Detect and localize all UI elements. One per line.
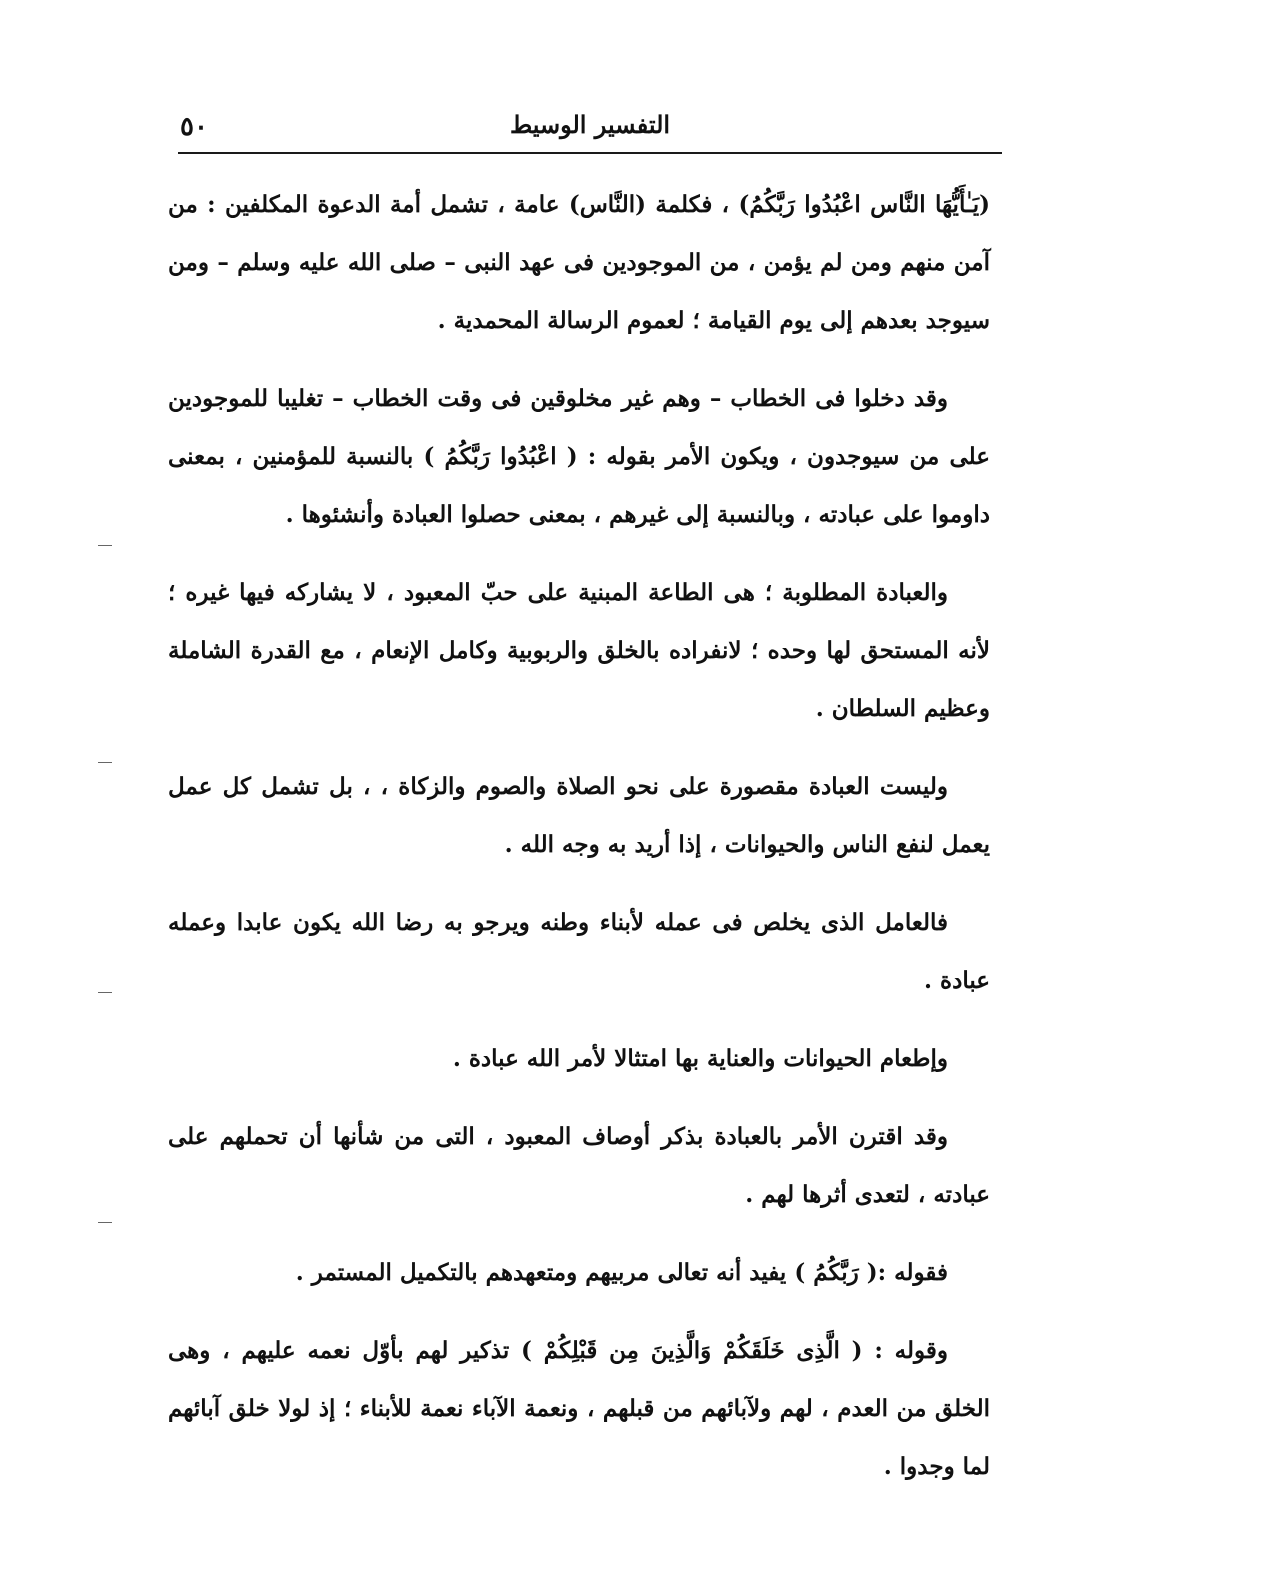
paragraph: فقوله :( رَبَّكُمُ ) يفيد أنه تعالى مربيهم ومتعهدهم بالتكميل المستمر . bbox=[295, 1259, 948, 1286]
scan-margin-mark bbox=[98, 992, 112, 993]
paragraph: فالعامل الذى يخلص فى عمله لأبناء وطنه ويرجو به رضا الله يكون عابدا وعمله عبادة . bbox=[168, 909, 990, 994]
body-text bbox=[168, 176, 990, 1516]
scan-margin-mark bbox=[98, 762, 112, 763]
page-header bbox=[178, 108, 1002, 152]
paragraph: وقوله : ( الَّذِى خَلَقَكُمْ وَالَّذِينَ مِن قَبْلِكُمْ ) تذكير لهم بأوّل نعمه عليهم ، وهى الخلق من العدم ، لهم ولآبائهم من قبلهم ، ونعمة الآباء نعمة للأبناء ؛ إذ لولا خلق آبائهم لما وجدوا . bbox=[168, 1337, 990, 1480]
page-number: ٥٠ bbox=[180, 112, 208, 142]
paragraph: وقد اقترن الأمر بالعبادة بذكر أوصاف المعبود ، التى من شأنها أن تحملهم على عبادته ، لتعدى أثرها لهم . bbox=[168, 1123, 990, 1208]
paragraph: والعبادة المطلوبة ؛ هى الطاعة المبنية على حبّ المعبود ، لا يشاركه فيها غيره ؛ لأنه المستحق لها وحده ؛ لانفراده بالخلق والربوبية وكامل الإنعام ، مع القدرة الشاملة وعظيم السلطان . bbox=[168, 579, 990, 722]
running-title: التفسير الوسيط bbox=[509, 110, 671, 139]
paragraph: وليست العبادة مقصورة على نحو الصلاة والصوم والزكاة ، ، بل تشمل كل عمل يعمل لنفع الناس والحيوانات ، إذا أريد به وجه الله . bbox=[168, 773, 990, 858]
scan-margin-mark bbox=[98, 545, 112, 546]
paragraph: وإطعام الحيوانات والعناية بها امتثالا لأمر الله عبادة . bbox=[452, 1045, 948, 1072]
header-rule bbox=[178, 152, 1002, 154]
paragraph: وقد دخلوا فى الخطاب – وهم غير مخلوقين فى وقت الخطاب – تغليبا للموجودين على من سيوجدون ، ويكون الأمر بقوله : ( اعْبُدُوا رَبَّكُمُ ) بالنسبة للمؤمنين ، بمعنى داوموا على عبادته ، وبالنسبة إلى غيرهم ، بمعنى حصلوا العبادة وأنشئوها . bbox=[168, 385, 990, 528]
paragraph: (يَـٰأَيُّهَا النَّاس اعْبُدُوا رَبَّكُمُ) ، فكلمة (النَّاس) عامة ، تشمل أمة الدعوة المكلفين : من آمن منهم ومن لم يؤمن ، من الموجودين فى عهد النبى – صلى الله عليه وسلم – ومن سيوجد بعدهم إلى يوم القيامة ؛ لعموم الرسالة المحمدية . bbox=[168, 191, 990, 334]
scan-margin-mark bbox=[98, 1222, 112, 1223]
